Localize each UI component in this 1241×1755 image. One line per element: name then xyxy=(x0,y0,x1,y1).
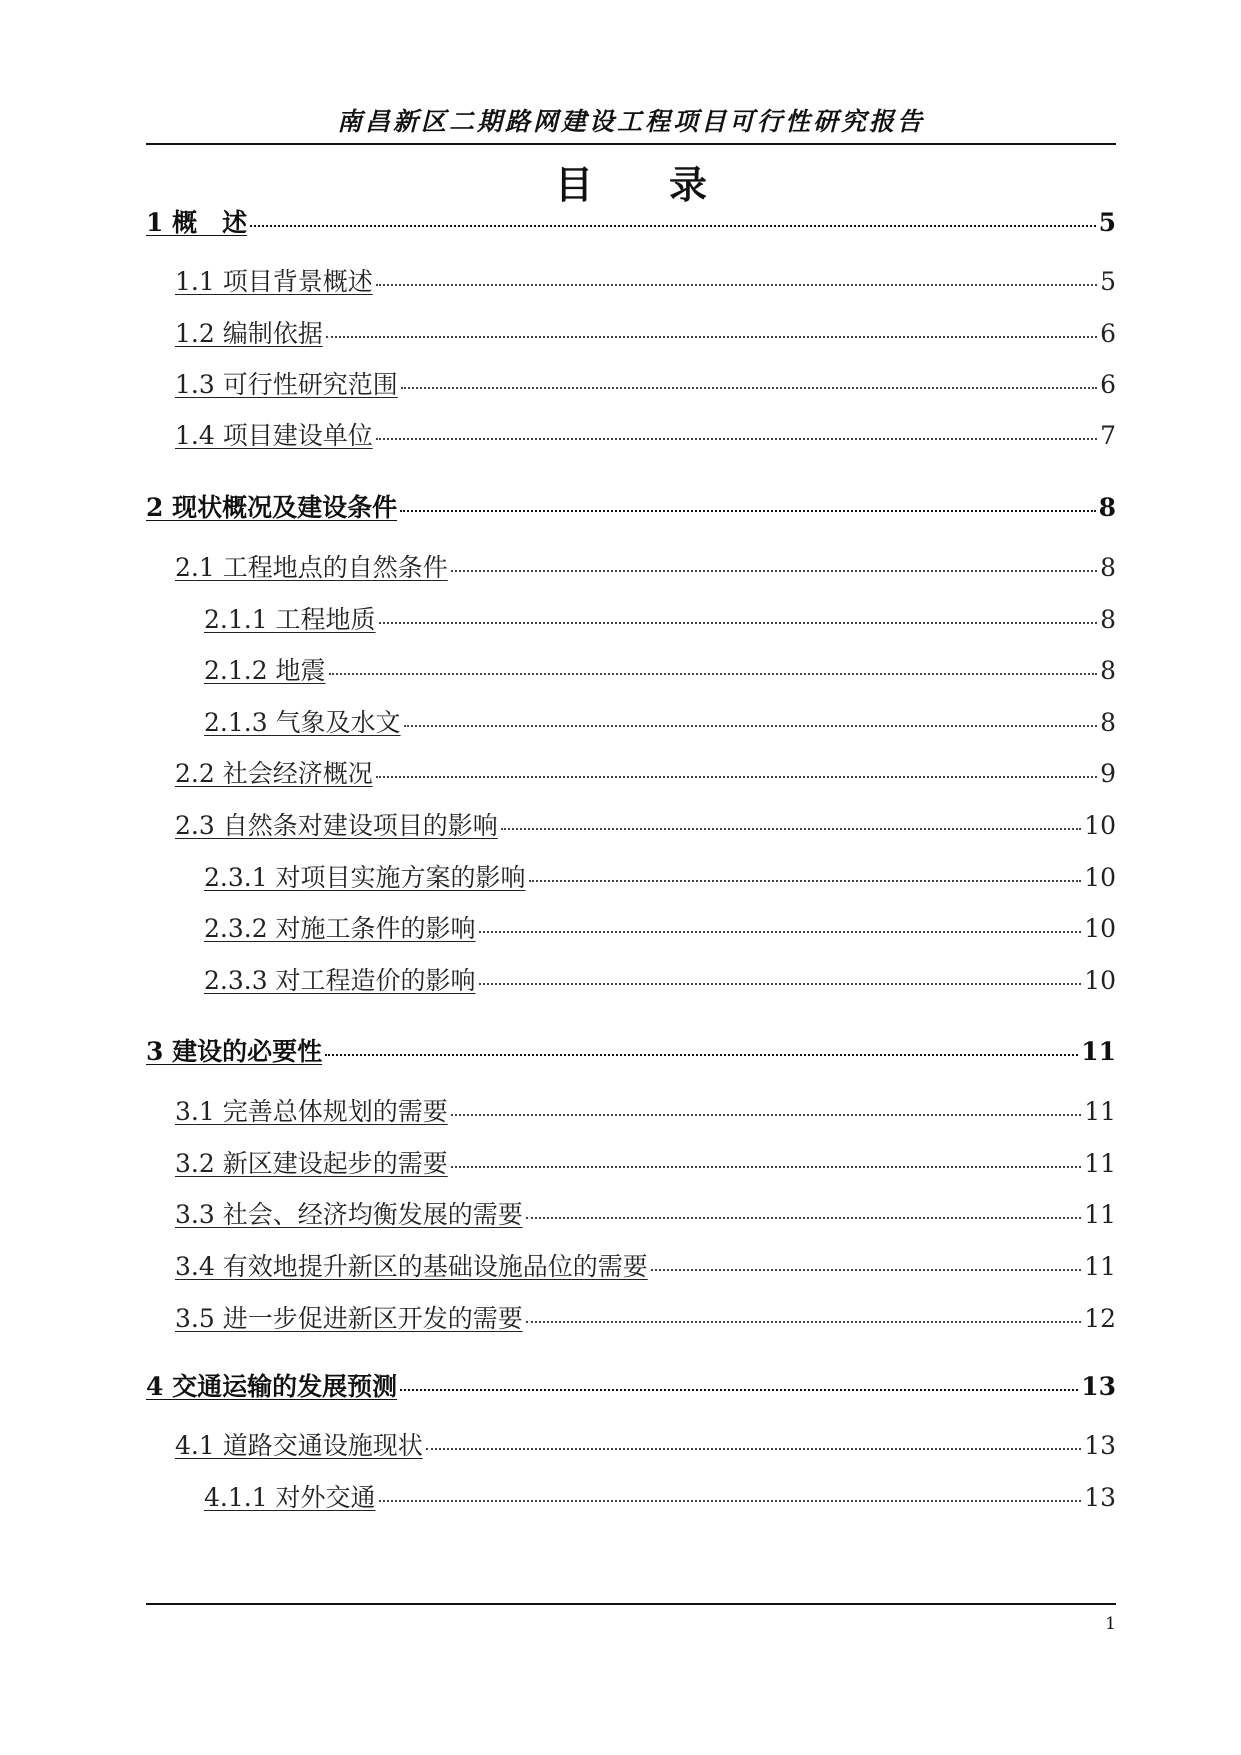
toc-entry-page: 10 xyxy=(1084,966,1116,995)
toc-entry[interactable] xyxy=(204,651,1116,685)
toc-entry[interactable] xyxy=(146,1032,1116,1066)
toc-entry-page: 12 xyxy=(1084,1304,1116,1333)
toc-entry-label[interactable]: 1 概 述 xyxy=(146,208,248,237)
toc-entry-label[interactable]: 2.1.2 地震 xyxy=(204,656,326,685)
toc-dot-leader xyxy=(451,1166,1081,1168)
toc-entry-label[interactable]: 4 交通运输的发展预测 xyxy=(146,1372,398,1401)
toc-entry[interactable] xyxy=(175,1144,1116,1178)
toc-entry-page: 10 xyxy=(1084,863,1116,892)
toc-entry[interactable] xyxy=(175,365,1116,399)
toc-entry-page: 13 xyxy=(1084,1483,1116,1512)
toc-dot-leader xyxy=(526,1321,1081,1323)
toc-entry-label[interactable]: 2.1.3 气象及水文 xyxy=(204,708,401,737)
toc-entry-page: 5 xyxy=(1100,267,1116,296)
toc-dot-leader xyxy=(400,510,1095,512)
toc-dot-leader xyxy=(376,438,1097,440)
toc-entry-label[interactable]: 4.1.1 对外交通 xyxy=(204,1483,376,1512)
toc-entry-page: 11 xyxy=(1084,1097,1116,1126)
toc-entry-page: 11 xyxy=(1084,1149,1116,1178)
toc-entry[interactable] xyxy=(204,961,1116,995)
toc-entry-label[interactable]: 1.4 项目建设单位 xyxy=(175,421,373,450)
toc-dot-leader xyxy=(529,880,1082,882)
toc-dot-leader xyxy=(426,1448,1081,1450)
toc-entry[interactable] xyxy=(175,754,1116,788)
toc-dot-leader xyxy=(400,1389,1078,1391)
toc-dot-leader xyxy=(379,1500,1082,1502)
toc-dot-leader xyxy=(326,336,1097,338)
toc-entry-label[interactable]: 2 现状概况及建设条件 xyxy=(146,493,398,522)
toc-entry-page: 10 xyxy=(1084,914,1116,943)
toc-entry-page: 6 xyxy=(1100,370,1116,399)
toc-dot-leader xyxy=(451,1114,1081,1116)
toc-entry-page: 5 xyxy=(1098,208,1116,237)
toc-entry-page: 13 xyxy=(1081,1372,1116,1401)
toc-title: 目 录 xyxy=(554,162,707,207)
toc-entry[interactable] xyxy=(175,416,1116,450)
toc-dot-leader xyxy=(401,387,1097,389)
toc-dot-leader xyxy=(451,570,1097,572)
toc-entry[interactable] xyxy=(175,1426,1116,1460)
toc-entry[interactable] xyxy=(204,858,1116,892)
toc-entry-page: 8 xyxy=(1100,553,1116,582)
toc-entry[interactable] xyxy=(204,1478,1116,1512)
toc-entry[interactable] xyxy=(204,600,1116,634)
toc-entry[interactable] xyxy=(146,1367,1116,1401)
toc-entry-page: 10 xyxy=(1084,811,1116,840)
toc-entry-page: 7 xyxy=(1100,421,1116,450)
header-rule xyxy=(146,143,1116,145)
running-header: 南昌新区二期路网建设工程项目可行性研究报告 xyxy=(336,107,925,136)
toc-dot-leader xyxy=(651,1269,1081,1271)
toc-entry[interactable] xyxy=(204,703,1116,737)
toc-entry[interactable] xyxy=(175,1195,1116,1229)
toc-dot-leader xyxy=(479,983,1082,985)
toc-entry-page: 8 xyxy=(1100,708,1116,737)
toc-entry-page: 6 xyxy=(1100,319,1116,348)
toc-dot-leader xyxy=(501,828,1081,830)
toc-entry-label[interactable]: 3 建设的必要性 xyxy=(146,1037,323,1066)
toc-entry[interactable] xyxy=(175,1247,1116,1281)
toc-entry[interactable] xyxy=(204,909,1116,943)
toc-dot-leader xyxy=(325,1054,1078,1056)
toc-dot-leader xyxy=(250,225,1095,227)
toc-dot-leader xyxy=(526,1217,1081,1219)
toc-entry-label[interactable]: 2.1 工程地点的自然条件 xyxy=(175,553,448,582)
toc-dot-leader xyxy=(404,725,1098,727)
toc-entry-label[interactable]: 4.1 道路交通设施现状 xyxy=(175,1431,423,1460)
footer-rule xyxy=(146,1603,1116,1605)
toc-entry[interactable] xyxy=(175,806,1116,840)
toc-entry-page: 11 xyxy=(1081,1037,1116,1066)
toc-entry-label[interactable]: 3.5 进一步促进新区开发的需要 xyxy=(175,1304,523,1333)
toc-entry-label[interactable]: 3.3 社会、经济均衡发展的需要 xyxy=(175,1200,523,1229)
toc-dot-leader xyxy=(376,284,1097,286)
toc-entry[interactable] xyxy=(175,1092,1116,1126)
toc-entry[interactable] xyxy=(175,314,1116,348)
toc-entry[interactable] xyxy=(146,203,1116,237)
toc-dot-leader xyxy=(329,673,1098,675)
toc-entry-page: 13 xyxy=(1084,1431,1116,1460)
toc-entry-label[interactable]: 2.3.3 对工程造价的影响 xyxy=(204,966,476,995)
toc-entry[interactable] xyxy=(175,262,1116,296)
toc-entry-page: 11 xyxy=(1084,1252,1116,1281)
page-number: 1 xyxy=(1105,1614,1116,1634)
toc-entry-label[interactable]: 2.3 自然条对建设项目的影响 xyxy=(175,811,498,840)
toc-entry-label[interactable]: 1.1 项目背景概述 xyxy=(175,267,373,296)
toc-entry-label[interactable]: 2.2 社会经济概况 xyxy=(175,759,373,788)
toc-entry-label[interactable]: 3.2 新区建设起步的需要 xyxy=(175,1149,448,1178)
toc-dot-leader xyxy=(376,776,1097,778)
toc-entry-label[interactable]: 1.2 编制依据 xyxy=(175,319,323,348)
toc-dot-leader xyxy=(479,931,1082,933)
toc-entry[interactable] xyxy=(175,548,1116,582)
toc-entry-label[interactable]: 3.1 完善总体规划的需要 xyxy=(175,1097,448,1126)
toc-entry-label[interactable]: 1.3 可行性研究范围 xyxy=(175,370,398,399)
toc-dot-leader xyxy=(379,622,1098,624)
toc-entry[interactable] xyxy=(146,488,1116,522)
toc-entry[interactable] xyxy=(175,1299,1116,1333)
toc-entry-page: 9 xyxy=(1100,759,1116,788)
toc-entry-label[interactable]: 2.1.1 工程地质 xyxy=(204,605,376,634)
toc-entry-page: 11 xyxy=(1084,1200,1116,1229)
toc-entry-label[interactable]: 2.3.1 对项目实施方案的影响 xyxy=(204,863,526,892)
toc-entry-page: 8 xyxy=(1100,605,1116,634)
toc-entry-page: 8 xyxy=(1098,493,1116,522)
toc-entry-page: 8 xyxy=(1100,656,1116,685)
toc-entry-label[interactable]: 2.3.2 对施工条件的影响 xyxy=(204,914,476,943)
toc-entry-label[interactable]: 3.4 有效地提升新区的基础设施品位的需要 xyxy=(175,1252,648,1281)
